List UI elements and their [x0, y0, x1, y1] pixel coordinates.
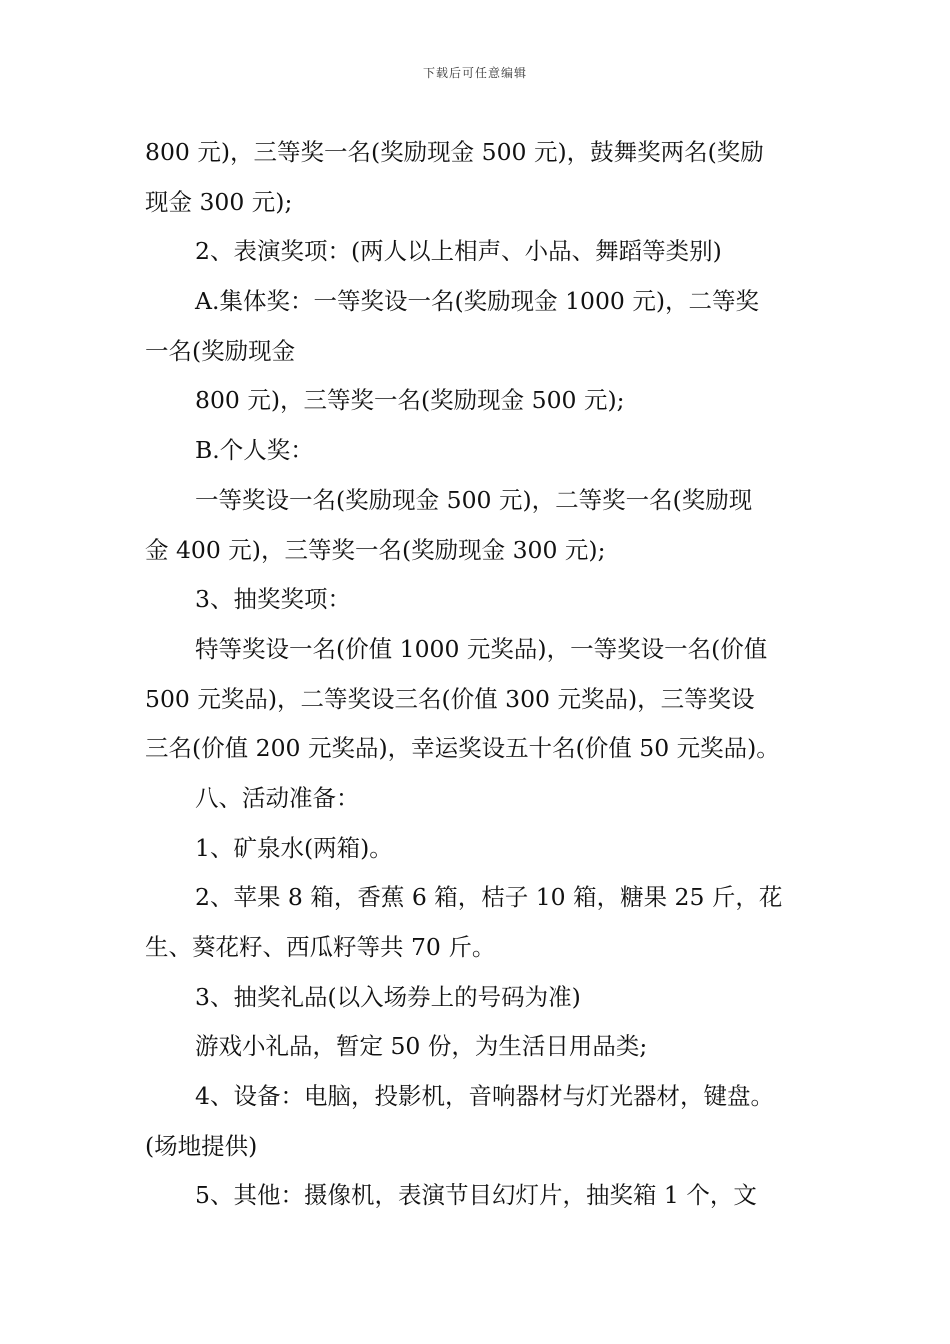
text-line: 一名(奖励现金: [145, 336, 296, 365]
text-line: 5、其他：摄像机，表演节目幻灯片，抽奖箱 1 个，文: [195, 1181, 757, 1210]
text-line: 4、设备：电脑，投影机，音响器材与灯光器材，键盘。: [195, 1082, 774, 1111]
text-line: B.个人奖：: [195, 436, 314, 465]
text-line: 800 元)，三等奖一名(奖励现金 500 元);: [195, 386, 625, 415]
text-line: 3、抽奖奖项：: [195, 585, 351, 614]
text-line: 金 400 元)，三等奖一名(奖励现金 300 元);: [145, 535, 606, 564]
text-line: (场地提供): [145, 1131, 258, 1160]
text-line: 3、抽奖礼品(以入场券上的号码为准): [195, 982, 581, 1011]
text-line: 1、矿泉水(两箱)。: [195, 833, 393, 862]
text-line: 2、表演奖项：(两人以上相声、小品、舞蹈等类别): [195, 237, 722, 266]
text-line: 一等奖设一名(奖励现金 500 元)，二等奖一名(奖励现: [195, 485, 753, 514]
text-line: 2、苹果 8 箱，香蕉 6 箱，桔子 10 箱，糖果 25 斤，花: [195, 883, 783, 912]
text-line: 八、活动准备：: [195, 783, 360, 812]
text-line: A.集体奖：一等奖设一名(奖励现金 1000 元)，二等奖: [195, 287, 760, 316]
text-line: 生、葵花籽、西瓜籽等共 70 斤。: [145, 933, 496, 961]
document-body: [145, 128, 815, 1221]
text-line: 800 元)，三等奖一名(奖励现金 500 元)，鼓舞奖两名(奖励: [145, 138, 764, 166]
page-header: 下载后可任意编辑: [422, 66, 527, 80]
text-line: 500 元奖品)，二等奖设三名(价值 300 元奖品)，三等奖设: [145, 684, 755, 713]
text-line: 特等奖设一名(价值 1000 元奖品)，一等奖设一名(价值: [195, 634, 768, 663]
text-line: 三名(价值 200 元奖品)，幸运奖设五十名(价值 50 元奖品)。: [145, 734, 780, 763]
text-line: 现金 300 元);: [145, 187, 293, 216]
text-line: 游戏小礼品，暂定 50 份，为生活日用品类;: [195, 1032, 648, 1061]
